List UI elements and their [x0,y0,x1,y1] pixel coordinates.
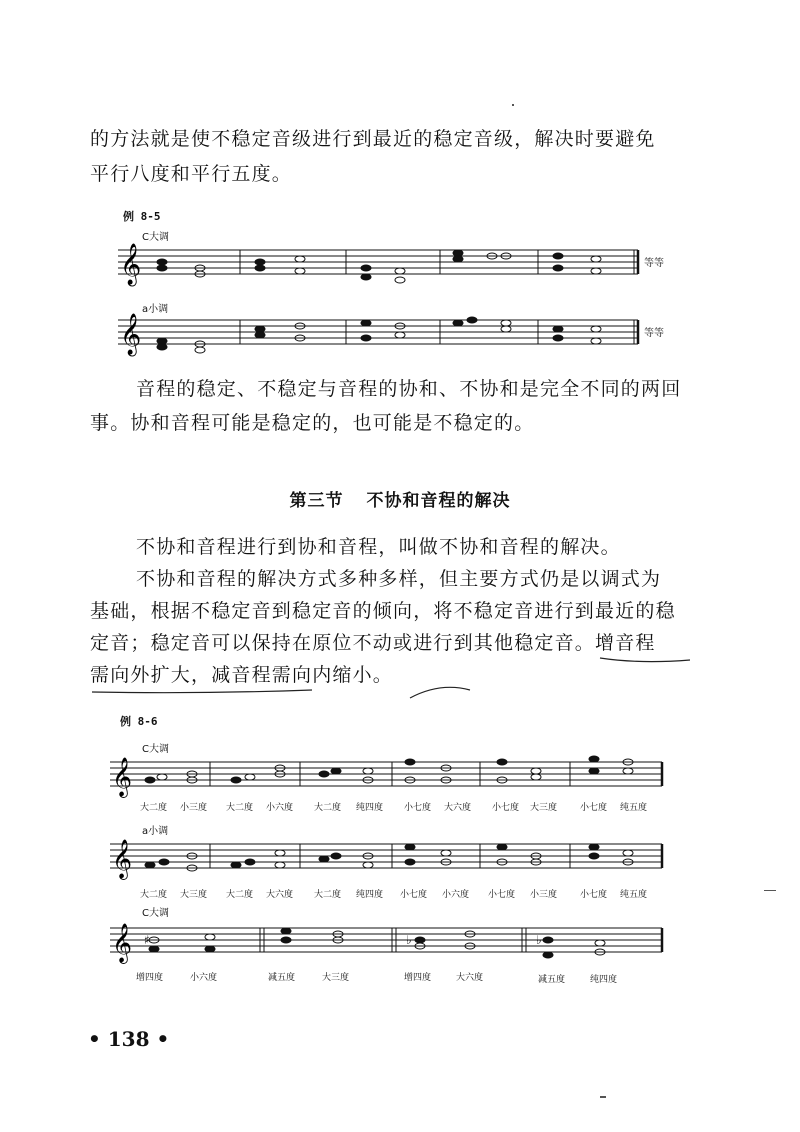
interval-label: 大二度 [226,890,254,900]
section-number: 第三节 [289,491,344,511]
paragraph-line: 的方法就是使不稳定音级进行到最近的稳定音级，解决时要避免 [90,128,656,150]
paragraph-line: 不协和音程的解决方式多种多样，但主要方式仍是以调式为 [136,568,662,590]
interval-label: 大三度 [530,803,558,813]
key-label: C大调 [142,232,169,243]
interval-label: 大三度 [322,973,350,983]
interval-label: 大二度 [140,890,168,900]
interval-label: 减五度 [538,975,566,985]
example-label: 例 8-5 [123,210,161,223]
interval-label: 减五度 [268,973,296,983]
interval-label: 纯五度 [620,803,648,813]
interval-label: 增四度 [404,973,432,983]
interval-label: 小七度 [404,803,432,813]
page-number-bullet-left: • [88,1027,108,1051]
key-label: C大调 [142,908,169,919]
example-label: 例 8-6 [120,715,158,728]
paragraph-line: 音程的稳定、不稳定与音程的协和、不协和是完全不同的两回 [136,378,682,400]
interval-label: 小六度 [442,890,470,900]
interval-label: 小七度 [580,890,608,900]
music-staff-8-5-major [118,240,658,290]
section-heading [0,486,800,511]
svg-text:𝄞: 𝄞 [120,244,142,285]
key-label: a小调 [142,826,169,837]
scan-mark [764,890,776,891]
svg-text:♭: ♭ [406,933,412,947]
section-title: 不协和音程的解决 [366,491,511,511]
interval-label: 大三度 [180,890,208,900]
interval-label: 纯四度 [356,803,384,813]
interval-label: 纯五度 [620,890,648,900]
interval-label: 小七度 [580,803,608,813]
continuation-label: 等等 [644,328,664,339]
svg-text:♯: ♯ [144,933,150,947]
paragraph-line: 平行八度和平行五度。 [90,163,293,185]
page-number-text: 138 [107,1027,150,1051]
interval-label: 大六度 [444,803,472,813]
svg-text:𝄞: 𝄞 [112,839,133,879]
interval-label: 小三度 [530,890,558,900]
interval-label: 大二度 [314,890,342,900]
paragraph-line: 事。协和音程可能是稳定的，也可能是不稳定的。 [90,412,535,434]
handwritten-underline [0,620,700,700]
scan-mark [600,1096,606,1098]
interval-label: 小七度 [492,803,520,813]
scan-mark [512,104,514,106]
interval-label: 纯四度 [356,890,384,900]
music-staff-8-6-major [110,754,670,804]
interval-label: 大六度 [456,973,484,983]
paragraph-line: 不协和音程进行到协和音程，叫做不协和音程的解决。 [136,536,621,558]
interval-label: 纯四度 [590,975,618,985]
paragraph-line: 定音；稳定音可以保持在原位不动或进行到其他稳定音。增音程 [90,632,656,654]
svg-text:𝄞: 𝄞 [112,757,133,797]
interval-label: 大二度 [226,803,254,813]
paragraph-line: 需向外扩大，减音程需向内缩小。 [90,664,394,686]
svg-text:𝄞: 𝄞 [112,923,133,963]
svg-text:♭: ♭ [536,933,542,947]
music-staff-8-5-minor [118,310,658,360]
interval-label: 小七度 [488,890,516,900]
interval-label: 增四度 [136,973,164,983]
interval-label: 大二度 [314,803,342,813]
paragraph-line: 基础，根据不稳定音到稳定音的倾向，将不稳定音进行到最近的稳 [90,600,676,622]
continuation-label: 等等 [644,258,664,269]
music-staff-8-6-minor [110,836,670,886]
interval-label: 小三度 [180,803,208,813]
interval-label: 小六度 [190,973,218,983]
key-label: C大调 [142,744,169,755]
key-label: a小调 [142,304,169,315]
svg-text:𝄞: 𝄞 [120,314,142,355]
interval-label: 大二度 [140,803,168,813]
page-number [88,1027,169,1051]
interval-label: 小六度 [266,803,294,813]
page-number-bullet-right: • [149,1027,170,1051]
interval-label: 大六度 [266,890,294,900]
music-staff-8-6-chromatic [110,920,670,970]
interval-label: 小七度 [400,890,428,900]
